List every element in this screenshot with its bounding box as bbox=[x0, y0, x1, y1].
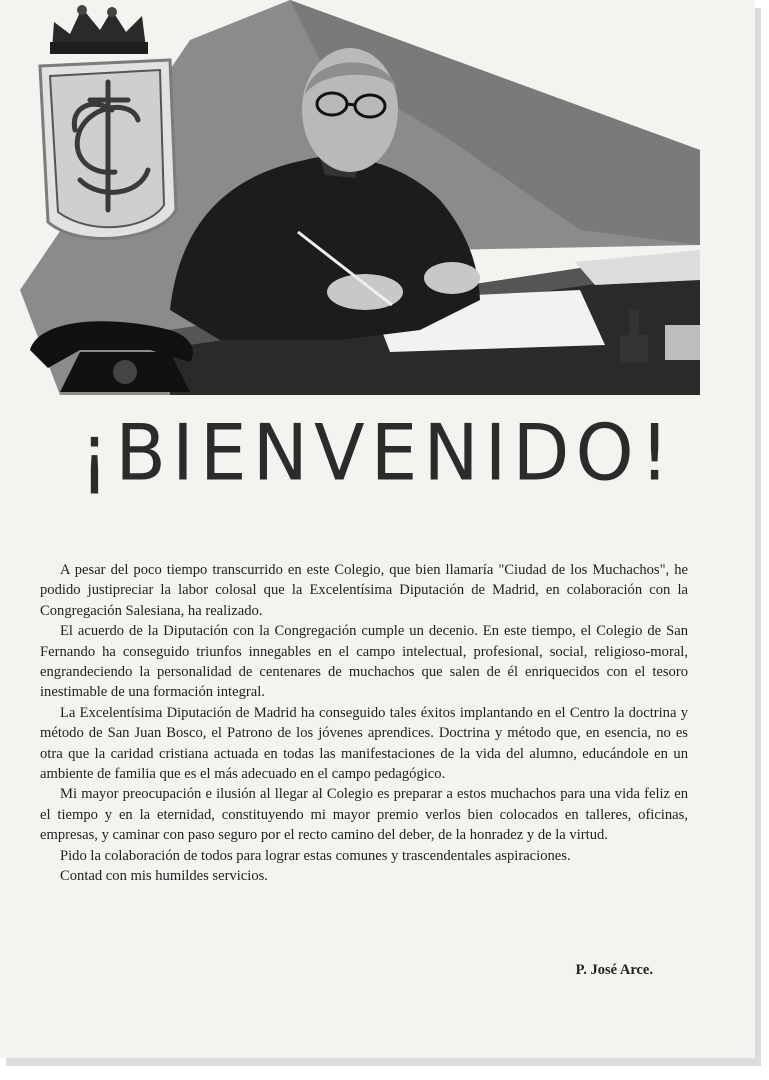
paragraph: Mi mayor preocupación e ilusión al llegar al Colegio es preparar a estos muchachos para una vida feliz en el tiempo y en la eternidad, constituyendo mi mayor premio verlos bien colocados en talleres, oficinas, empresas, y caminar con paso seguro por el recto camino del deber, de la honradez y de la virtud. bbox=[40, 786, 688, 844]
telephone bbox=[30, 321, 193, 392]
coat-of-arms bbox=[40, 5, 176, 239]
header-photo-collage bbox=[20, 0, 710, 400]
letter-body bbox=[40, 560, 688, 887]
paragraph: El acuerdo de la Diputación con la Congregación cumple un decenio. En este tiempo, el Colegio de San Fernando ha conseguido triunfos innegables en el campo intelectual, profesional, social, religioso-moral, engrandeciendo la personalidad de centenares de muchachos que salen de él enriquecidos con el tesoro inestimable de una formación integral. bbox=[40, 623, 688, 701]
paragraph: Pido la colaboración de todos para lograr estas comunes y trascendentales aspiraciones. bbox=[60, 847, 571, 864]
paragraph: A pesar del poco tiempo transcurrido en este Colegio, que bien llamaría "Ciudad de los Muchachos", he podido justipreciar la labor colosal que la Excelentísima Diputación de Madrid, en colaboración con la Congregación Salesiana, ha realizado. bbox=[40, 562, 688, 619]
paragraph: Contad con mis humildes servicios. bbox=[60, 868, 268, 885]
page-title: ¡BIENVENIDO! bbox=[79, 407, 676, 499]
paragraph: La Excelentísima Diputación de Madrid ha conseguido tales éxitos implantando en el Centro la doctrina y método de San Juan Bosco, el Patrono de los jóvenes aprendices. Doctrina y método que, en esencia, no es otra que la caridad cristiana actuada en todas las manifestaciones de la vida del alumno, educándole en un ambiente de familia que es el más adecuado en el campo pedagógico. bbox=[40, 704, 688, 783]
signature: P. José Arce. bbox=[575, 962, 653, 978]
hand-right bbox=[424, 262, 480, 294]
